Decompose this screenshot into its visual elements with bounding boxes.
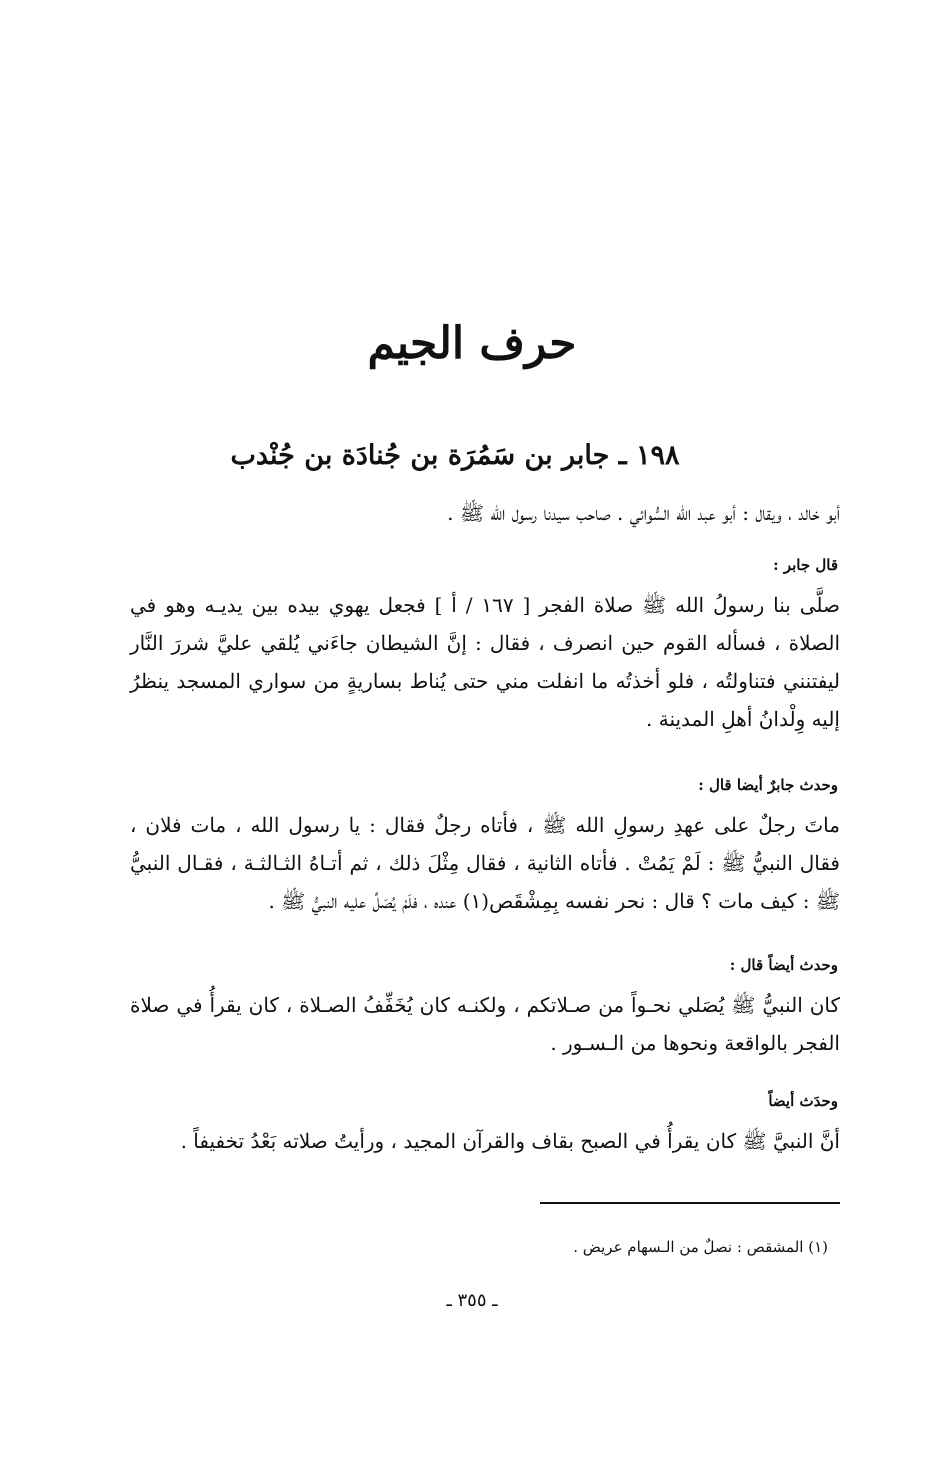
- section-label: وحدَث أيضاً: [768, 1092, 838, 1110]
- section-label: وحدث أيضاً قال :: [729, 956, 838, 974]
- kunya-line: أبو خالد ، ويقال : أبو عبد الله السُّوائي . صاحب سيدنا رسول الله ﷺ .: [447, 501, 840, 525]
- footnote: (١) المشقص : نصلٌ من الـسهام عريض .: [573, 1238, 828, 1256]
- entry-heading: ١٩٨ ـ جابر بن سَمُرَة بن جُنادَة بن جُنْدب: [230, 440, 680, 471]
- section-text: ماتَ رجلٌ على عهدِ رسولِ الله ﷺ ، فأتاه رجلٌ فقال : يا رسول الله ، مات فلان ، فقال النبيُّ ﷺ : لَمْ يَمُتْ . فأتاه الثانية ، فقال مِثْلَ ذلك ، ثم أتـاهُ الثـالثـة ، فقـال النبيُّ ﷺ : كيف مات ؟ قال : نحر نفسه بِمِشْقَص(١) عنده ، فلَمْ يُصَلِّ عليه النبيُّ ﷺ .: [130, 813, 840, 913]
- section-label: قال جابر :: [773, 556, 838, 574]
- page-number: ـ ٣٥٥ ـ: [446, 1290, 498, 1311]
- section-label: وحدث جابرٌ أيضا قال :: [698, 776, 838, 794]
- section-text: أنَّ النبيَّ ﷺ كان يقرأُ في الصبح بقاف والقرآن المجيد ، ورأيتُ صلاته بَعْدُ تخفيفاً .: [180, 1129, 840, 1153]
- footnote-divider: [540, 1202, 840, 1204]
- section-text: كان النبيُّ ﷺ يُصَلي نحـواً من صـلاتكم ، ولكنـه كان يُخَفِّفُ الصـلاة ، كان يقرأُ في صلاة الفجر بالواقعة ونحوها من الـسـور .: [130, 993, 840, 1055]
- chapter-title: حرف الجيم: [367, 318, 577, 369]
- section-text: صلَّى بنا رسولُ الله ﷺ صلاة الفجر [ ١٦٧ / أ ] فجعل يهوي بيده بين يديـه وهو في الصلاة ، فسأله القوم حين انصرف ، فقال : إنَّ الشيطان جاءَني يُلقي عليَّ شررَ النَّار ليفتنني فتناولتُه ، فلو أخذتُه ما انفلت مني حتى يُناط بساريةٍ من سواري المسجد ينظرُ إليه وِلْدانُ أهلِ المدينة .: [130, 593, 841, 731]
